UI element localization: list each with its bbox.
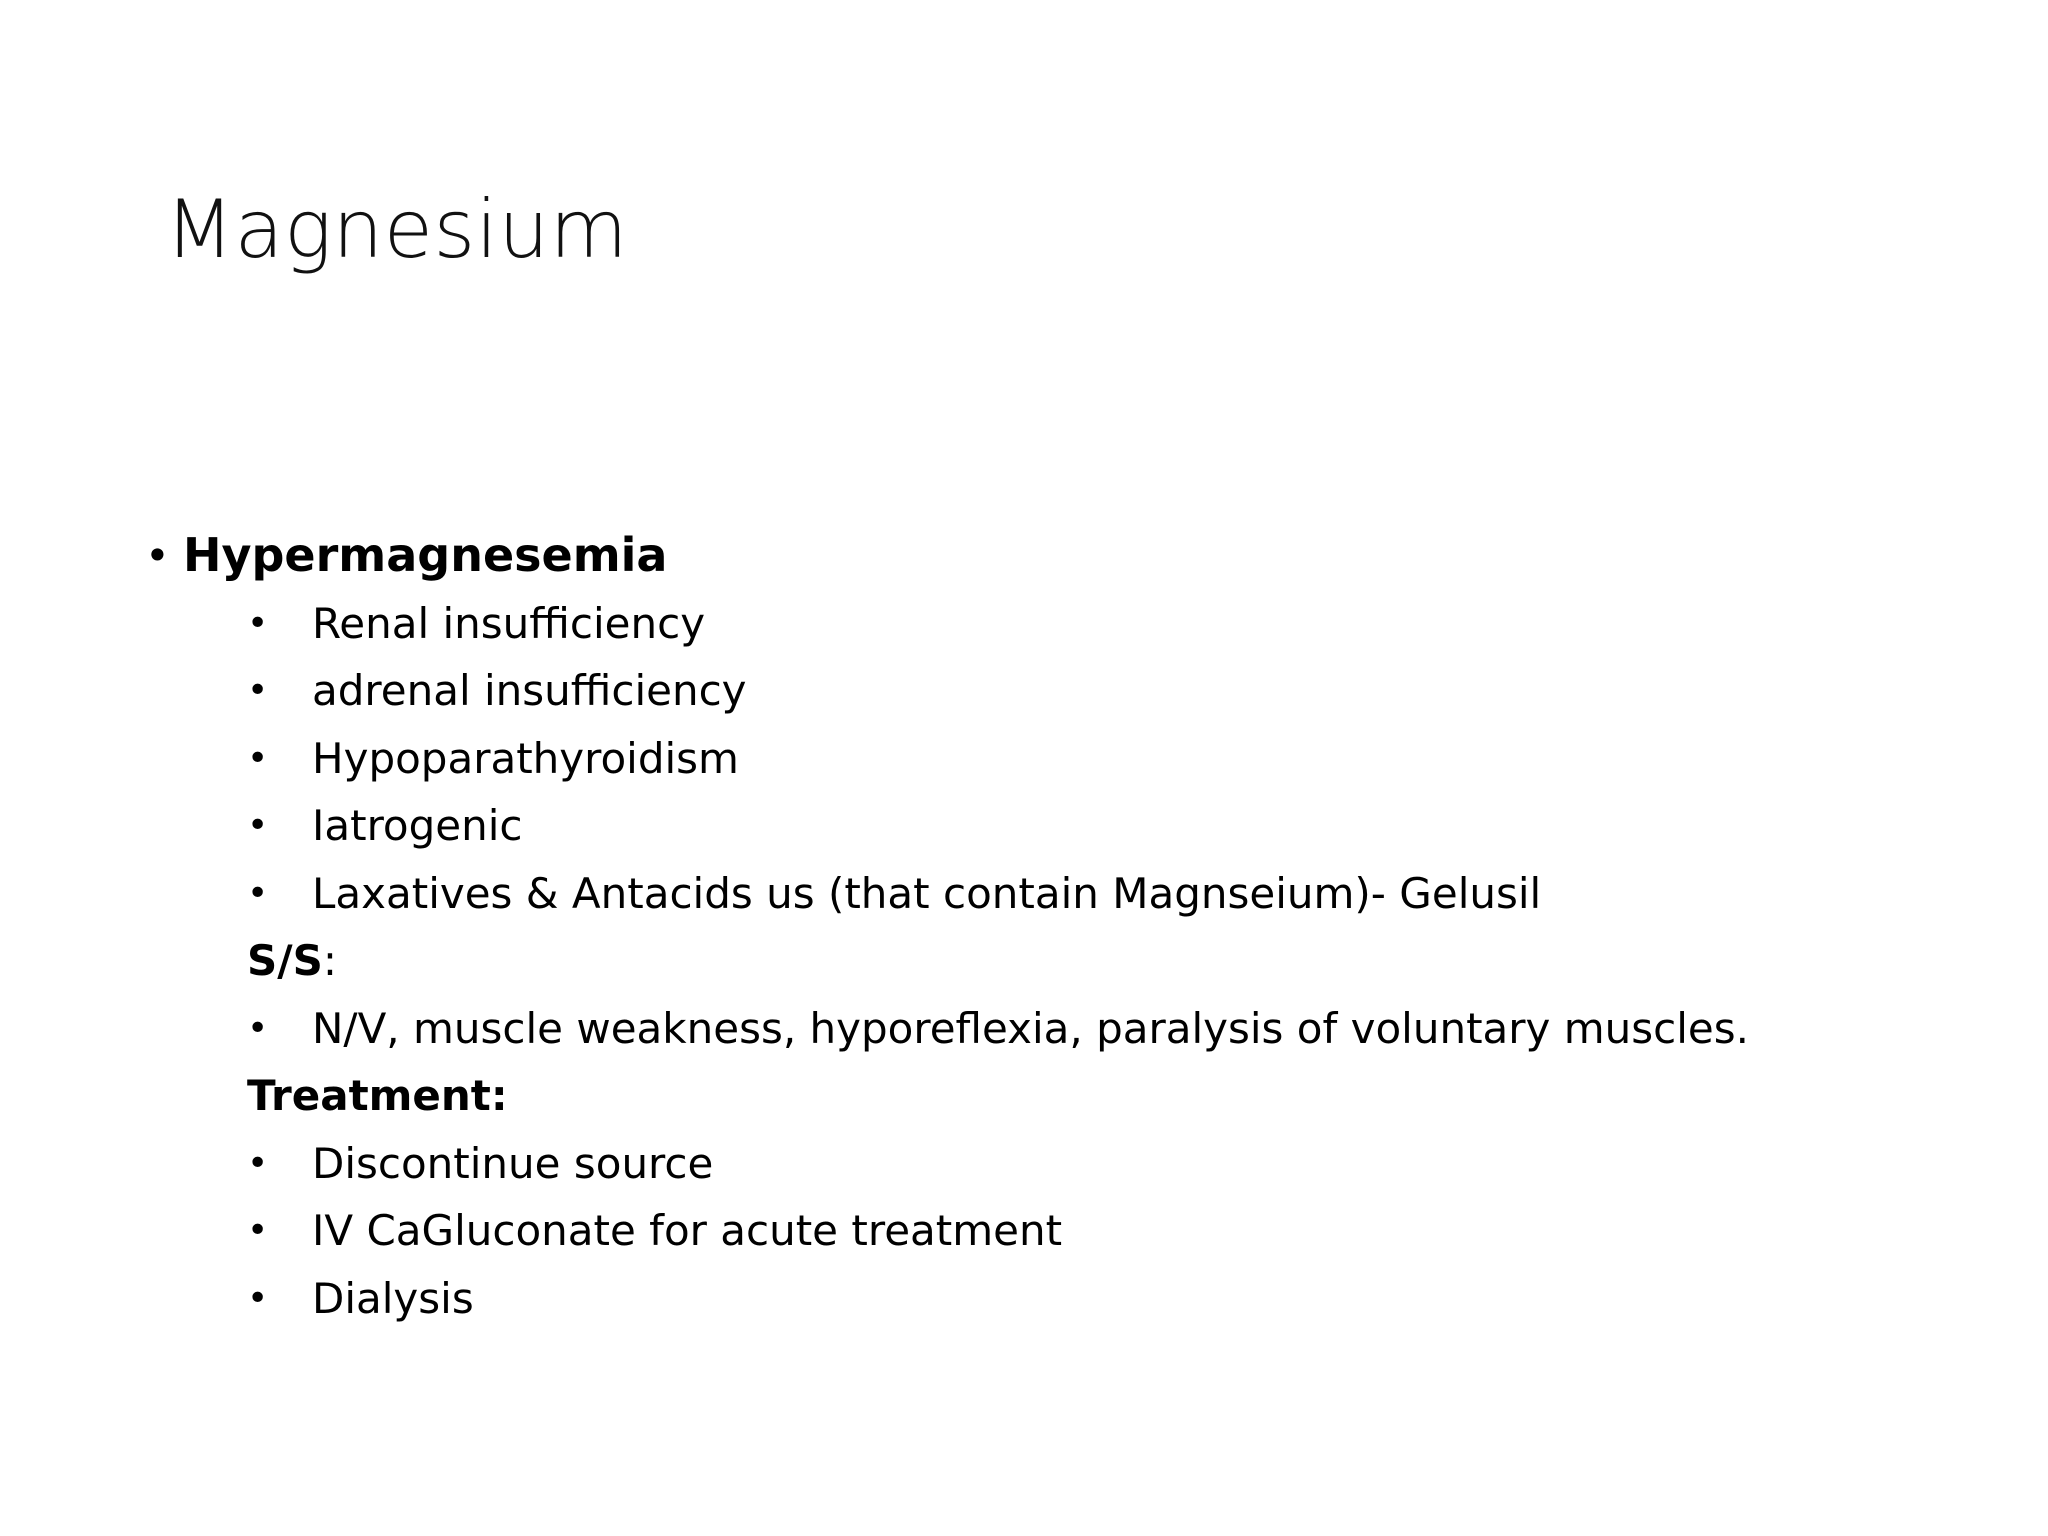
slide-title: Magnesium <box>165 183 629 276</box>
slide-content <box>145 522 1985 1332</box>
cause-item: Hypoparathyroidism <box>312 733 739 783</box>
treatment-item: IV CaGluconate for acute treatment <box>312 1206 1063 1255</box>
bullet-icon: • <box>247 602 269 644</box>
bullet-icon: • <box>247 1210 269 1251</box>
signs-heading-label: S/S <box>247 936 323 985</box>
bullet-icon: • <box>247 805 269 846</box>
bullet-icon: • <box>247 670 269 711</box>
bullet-icon: • <box>247 1142 269 1184</box>
treatment-item: Dialysis <box>312 1273 474 1323</box>
list-item <box>145 725 1985 793</box>
cause-item: adrenal insufficiency <box>312 666 747 715</box>
cause-item: Iatrogenic <box>312 801 523 850</box>
list-item <box>145 657 1985 725</box>
list-item <box>145 1197 1985 1265</box>
cause-item: Renal insufficiency <box>312 598 706 648</box>
list-item <box>145 792 1985 860</box>
list-item <box>145 1130 1985 1198</box>
treatment-item: Discontinue source <box>312 1138 714 1188</box>
signs-heading-colon: : <box>322 936 337 985</box>
treatment-heading-label: Treatment: <box>247 1071 508 1120</box>
bullet-icon: • <box>247 872 269 914</box>
bullet-icon: • <box>247 1277 269 1319</box>
bullet-icon: • <box>145 531 170 580</box>
signs-heading <box>145 927 1985 995</box>
section-label: Hypermagnesemia <box>183 528 668 582</box>
cause-item: Laxatives & Antacids us (that contain Magnseium)- Gelusil <box>312 868 1542 918</box>
bullet-icon: • <box>247 737 269 779</box>
list-item <box>145 590 1985 658</box>
list-item <box>145 995 1985 1063</box>
treatment-heading <box>145 1062 1985 1130</box>
bullet-icon: • <box>247 1007 269 1049</box>
list-item <box>145 860 1985 928</box>
list-item <box>145 1265 1985 1333</box>
section-heading-hypermagnesemia <box>145 522 1985 590</box>
sign-item: N/V, muscle weakness, hyporeflexia, paralysis of voluntary muscles. <box>312 1003 1750 1053</box>
